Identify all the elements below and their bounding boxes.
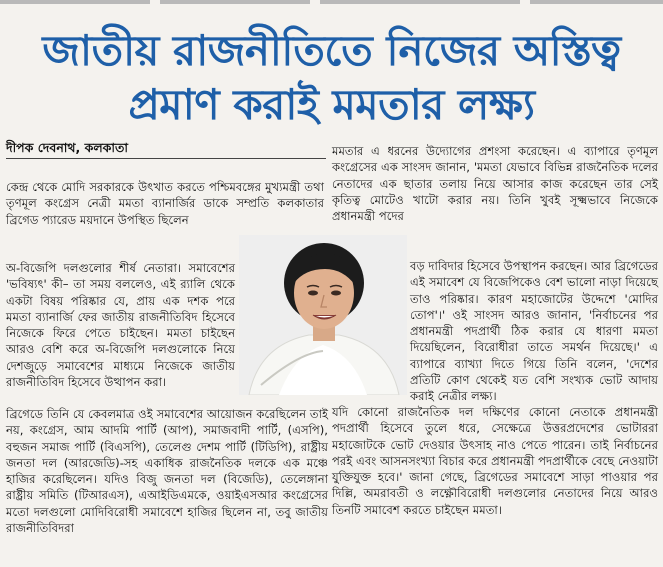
paragraph: যদি কোনো রাজনৈতিক দল দক্ষিণের কোনো নেতাকে প্রধানমন্ত্রী পদপ্রার্থী হিসেবে তুলে ধরে, সেক্ষেত্রে উত্তরপ্রদেশের ভোটাররা মহাজোটকে ভোট দেওয়ার উৎসাহ নাও পেতে পারেন। তাই নির্বাচনের পরই এবং আসনসংখ্যা বিচার করে প্রধানমন্ত্রী পদপ্রার্থীকে বেছে নেওয়াটা যুক্তিযুক্ত হবে।' জানা গেছে, ব্রিগেডের সমাবেশে সাড়া পাওয়ার পর দিল্লি, অমরাবতী ও লক্ষ্ণৌবিরোধী দলগুলোর নেতাদের নিয়ে আরও তিনটি সমাবেশ করতে চাইছেন মমতা। (332, 405, 658, 517)
paragraph: মমতার এ ধরনের উদ্যোগের প্রশংসা করেছেন। এ ব্যাপারে তৃণমূল কংগ্রেসের এক সাংসদ জানান, 'মমতা যেভাবে বিভিন্ন রাজনৈতিক দলের নেতাদের এক ছাতার তলায় নিয়ে আসার কাজ করেছেন তার সেই কৃতিত্ব মোটেও খাটো করার নয়। তিনি খুবই সূক্ষ্মভাবে নিজেকে প্রধানমন্ত্রী পদের (332, 144, 658, 224)
portrait-illustration (239, 235, 407, 395)
headline-line-1: জাতীয় রাজনীতিতে নিজের অস্তিত্ব (42, 26, 621, 75)
right-column-body (332, 404, 658, 518)
left-column-intro (6, 179, 324, 228)
left-column-body (6, 406, 328, 536)
byline-divider (6, 158, 326, 159)
paragraph: বড় দাবিদার হিসেবে উপস্থাপন করছেন। আর ব্রিগেডের এই সমাবেশ যে বিজেপিকেও বেশ ভালো নাড়া দিয়েছে তাও পরিষ্কার। কারণ মহাজোটের উদ্দেশে 'মোদির তোপ'।' ওই সাংসদ আরও জানান, 'নির্বাচনের পর প্রধানমন্ত্রী পদপ্রার্থী ঠিক করার যে ধারণা মমতা দিয়েছিলেন, বিরোধীরা তাতে সমর্থন দিয়েছে।' এ ব্যাপারে ব্যাখ্যা দিতে গিয়ে তিনি বলেন, 'দেশের প্রতিটি কোণ থেকেই যত বেশি সংখ্যক ভোট আদায় করাই নেত্রীর লক্ষ্য। (410, 259, 658, 404)
paragraph: অ-বিজেপি দলগুলোর শীর্ষ নেতারা। সমাবেশের 'ভবিষ্যৎ' কী– তা সময় বললেও, এই র‍্যালি থেকে একটা বিষয় পরিষ্কার যে, প্রায় এক দশক পরে মমতা ব্যানার্জি ফের জাতীয় রাজনীতিবিদ হিসেবে নিজেকে ফিরে পেতে চাইছেন। মমতা চাইছেন আরও বেশি করে অ-বিজেপি দলগুলোকে নিয়ে দেশজুড়ে সমাবেশের মাধ্যমে নিজেকে জাতীয় রাজনীতিবিদ হিসেবে উত্থাপন করা। (6, 261, 235, 390)
portrait-photo (239, 235, 407, 395)
paragraph: কেন্দ্র থেকে মোদি সরকারকে উৎখাত করতে পশ্চিমবঙ্গের মুখ্যমন্ত্রী তথা তৃণমূল কংগ্রেস নেত্রী মমতা ব্যানার্জির ডাকে সম্প্রতি কলকাতার ব্রিগেড প্যারেড ময়দানে উপস্থিত ছিলেন (6, 180, 324, 227)
top-decoration-bar (0, 0, 663, 6)
right-column-intro (332, 143, 658, 224)
headline-line-2: প্রমাণ করাই মমতার লক্ষ্য (128, 80, 535, 129)
paragraph: ব্রিগেডে তিনি যে কেবলমাত্র ওই সমাবেশের আয়োজন করেছিলেন তাই নয়, কংগ্রেস, আম আদমি পার্টি (আপ), সমাজবাদী পার্টি, (এসপি), বহুজন সমাজ পার্টি (বিএসপি), তেলেগু দেশম পার্টি (টিডিপি), রাষ্ট্রীয় জনতা দল (আরজেডি)-সহ একাধিক রাজনৈতিক দলকে এক মঞ্চে হাজির করেছিলেন। যদিও বিজু জনতা দল (বিজেডি), তেলেঙ্গানা রাষ্ট্রীয় সমিতি (টিআরএস), এআইডিএমকে, ওয়াইএসআর কংগ্রেসের মতো দলগুলো মোদিবিরোধী সমাবেশে হাজির ছিলেন না, তবু জাতীয় রাজনীতিবিদরা (6, 407, 328, 536)
right-column-wrapped-text (410, 258, 658, 405)
byline: দীপক দেবনাথ, কলকাতা (6, 140, 129, 155)
left-column-wrapped-text (6, 260, 235, 390)
